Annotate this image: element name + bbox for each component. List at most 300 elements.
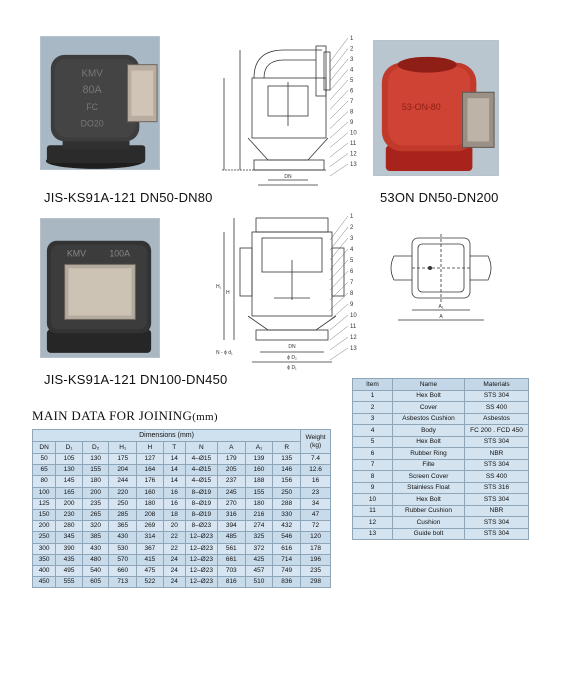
table-cell: 145 — [56, 476, 83, 487]
table-cell: 120 — [301, 532, 331, 543]
table-cell: 146 — [273, 465, 301, 476]
table-cell: SS 400 — [465, 471, 529, 483]
callout-leader-line — [330, 260, 348, 280]
table-row — [353, 528, 529, 540]
table-cell: 298 — [301, 577, 331, 588]
parts-col-header: Item — [353, 379, 393, 391]
table-cell: 9 — [353, 482, 393, 494]
valve-photo-dn100 — [40, 218, 160, 358]
table-cell: 522 — [137, 577, 164, 588]
table-cell: Cover — [393, 402, 465, 414]
dims-col-header: DN — [33, 442, 56, 454]
table-cell: 180 — [245, 498, 273, 509]
table-cell: 12–Ø23 — [185, 565, 217, 576]
table-cell: 179 — [217, 454, 245, 465]
callout-leader-line — [330, 154, 348, 167]
callout-number: 4 — [350, 247, 354, 253]
table-row — [353, 402, 529, 414]
callout-number: 8 — [350, 109, 354, 116]
table-row — [353, 482, 529, 494]
callout-number: 3 — [350, 57, 354, 63]
table-cell: 22 — [163, 532, 185, 543]
dims-col-header: N — [185, 442, 217, 454]
table-cell: 3 — [353, 413, 393, 425]
dims-col-header: R — [273, 442, 301, 454]
table-cell: 836 — [273, 577, 301, 588]
section-drawing-dn100-svg — [212, 204, 364, 374]
table-cell: 200 — [56, 498, 83, 509]
label-dn: DN — [284, 174, 292, 180]
caption-jis-dn50: JIS-KS91A-121 DN50-DN80 — [44, 190, 213, 205]
table-cell: Filte — [393, 459, 465, 471]
table-cell: 816 — [217, 577, 245, 588]
callout-number: 10 — [350, 130, 357, 137]
table-cell: 164 — [137, 465, 164, 476]
table-cell: 188 — [245, 476, 273, 487]
table-cell: 180 — [137, 498, 164, 509]
parts-col-header: Name — [393, 379, 465, 391]
table-cell: 14 — [163, 465, 185, 476]
callout-leader-line — [330, 216, 348, 240]
table-cell: 18 — [163, 509, 185, 520]
emboss-100a: 100A — [109, 248, 130, 259]
table-cell: 432 — [273, 521, 301, 532]
top-view-drawing — [382, 228, 502, 332]
table-cell: 288 — [273, 498, 301, 509]
table-cell: STS 304 — [465, 517, 529, 529]
table-row — [33, 521, 331, 532]
table-cell: 1 — [353, 390, 393, 402]
table-cell: 155 — [245, 487, 273, 498]
table-cell: 6 — [353, 448, 393, 460]
table-cell: 280 — [56, 521, 83, 532]
table-cell: 430 — [109, 532, 137, 543]
table-cell: 20 — [163, 521, 185, 532]
table-cell: 425 — [245, 554, 273, 565]
table-cell: 714 — [273, 554, 301, 565]
table-cell: 105 — [56, 454, 83, 465]
parts-header-row — [353, 379, 529, 391]
table-cell: 8 — [353, 471, 393, 483]
table-row — [353, 517, 529, 529]
table-cell: 34 — [301, 498, 331, 509]
section-drawing-dn100 — [212, 204, 364, 374]
table-cell: 65 — [33, 465, 56, 476]
table-cell: Cushion — [393, 517, 465, 529]
callout-leader-line — [330, 337, 348, 350]
table-cell: 245 — [217, 487, 245, 498]
table-cell: 13 — [353, 528, 393, 540]
main-data-table — [32, 429, 331, 588]
table-cell: 400 — [33, 565, 56, 576]
table-cell: 16 — [301, 476, 331, 487]
table-row — [33, 454, 331, 465]
table-cell: SS 400 — [465, 402, 529, 414]
table-cell: Hex Bolt — [393, 436, 465, 448]
callout-leader-line — [330, 271, 348, 290]
callout-number: 3 — [350, 236, 354, 242]
callout-leader-line — [330, 326, 348, 340]
table-cell: 139 — [245, 454, 273, 465]
table-row — [353, 494, 529, 506]
table-cell: 5 — [353, 436, 393, 448]
callout-leader-line — [330, 282, 348, 300]
table-cell: 208 — [137, 509, 164, 520]
label-d1: ϕ D₁ — [287, 365, 297, 371]
callout-number: 13 — [350, 162, 357, 168]
callout-leader-line — [330, 101, 348, 119]
table-cell: 530 — [109, 543, 137, 554]
table-cell: 10 — [353, 494, 393, 506]
table-cell: 135 — [273, 454, 301, 465]
table-cell: 24 — [163, 577, 185, 588]
table-cell: 320 — [82, 521, 109, 532]
callout-numbers-1 — [330, 36, 357, 176]
table-cell: 435 — [56, 554, 83, 565]
table-cell: 200 — [33, 521, 56, 532]
table-cell: 235 — [301, 565, 331, 576]
table-cell: 314 — [137, 532, 164, 543]
valve-photo-53on — [373, 40, 499, 176]
table-cell: 4–Ø15 — [185, 454, 217, 465]
table-cell: 47 — [301, 509, 331, 520]
table-cell: 385 — [82, 532, 109, 543]
table-cell: 244 — [109, 476, 137, 487]
section-drawing-dn50 — [212, 30, 364, 188]
table-cell: 345 — [56, 532, 83, 543]
table-cell: 12–Ø23 — [185, 543, 217, 554]
table-cell: 510 — [245, 577, 273, 588]
table-row — [33, 465, 331, 476]
main-data-title-unit: (mm) — [192, 411, 218, 423]
table-cell: 24 — [163, 565, 185, 576]
callout-number: 10 — [350, 313, 357, 319]
label-d2: ϕ D₂ — [287, 355, 297, 361]
dims-col-header: T — [163, 442, 185, 454]
table-cell: 316 — [217, 509, 245, 520]
callout-number: 7 — [350, 280, 354, 286]
table-cell: 23 — [301, 487, 331, 498]
section-drawing-dn50-svg — [212, 30, 364, 188]
table-cell: 12 — [353, 517, 393, 529]
callout-number: 1 — [350, 214, 354, 220]
table-row — [353, 448, 529, 460]
valve-photo-dn50 — [40, 36, 160, 170]
table-cell: 325 — [245, 532, 273, 543]
table-cell: 372 — [245, 543, 273, 554]
table-cell: 367 — [137, 543, 164, 554]
table-cell: 8–Ø19 — [185, 498, 217, 509]
table-cell: 155 — [82, 465, 109, 476]
table-cell: NBR — [465, 505, 529, 517]
table-row — [33, 554, 331, 565]
table-cell: 7 — [353, 459, 393, 471]
table-row — [33, 476, 331, 487]
callout-leader-line — [330, 59, 348, 81]
table-cell: 8–Ø19 — [185, 487, 217, 498]
valve-53on-illustration — [374, 41, 498, 175]
table-row — [353, 413, 529, 425]
callout-leader-line — [330, 91, 348, 110]
callout-leader-line — [330, 49, 348, 72]
dims-col-header: H — [137, 442, 164, 454]
dims-col-header: A₁ — [245, 442, 273, 454]
callout-leader-line — [330, 164, 348, 176]
table-cell: 661 — [217, 554, 245, 565]
table-cell: 235 — [82, 498, 109, 509]
callout-leader-line — [330, 304, 348, 320]
table-cell: 150 — [33, 509, 56, 520]
table-cell: 274 — [245, 521, 273, 532]
table-cell: 270 — [217, 498, 245, 509]
table-cell: 546 — [273, 532, 301, 543]
table-cell: 605 — [82, 577, 109, 588]
table-cell: 175 — [109, 454, 137, 465]
callout-leader-line — [330, 112, 348, 129]
table-cell: 749 — [273, 565, 301, 576]
table-row — [353, 436, 529, 448]
table-cell: 12–Ø23 — [185, 554, 217, 565]
table-cell: 16 — [163, 498, 185, 509]
table-cell: 265 — [82, 509, 109, 520]
table-cell: 570 — [109, 554, 137, 565]
callout-leader-line — [330, 227, 348, 250]
callout-leader-line — [330, 238, 348, 260]
table-cell: 7.4 — [301, 454, 331, 465]
table-cell: 285 — [109, 509, 137, 520]
table-cell: STS 304 — [465, 494, 529, 506]
table-cell: 660 — [109, 565, 137, 576]
weight-header: Weight (kg) — [301, 430, 331, 454]
table-cell: 220 — [109, 487, 137, 498]
table-cell: STS 304 — [465, 436, 529, 448]
table-cell: 430 — [82, 543, 109, 554]
table-cell: 216 — [245, 509, 273, 520]
label-dn2: DN — [288, 344, 296, 350]
table-cell: 2 — [353, 402, 393, 414]
callout-number: 13 — [350, 346, 357, 352]
callout-leader-line — [330, 38, 348, 62]
callout-number: 1 — [350, 36, 354, 42]
table-row — [353, 505, 529, 517]
table-row — [353, 425, 529, 437]
dimensions-header: Dimensions (mm) — [33, 430, 301, 442]
caption-53on: 53ON DN50-DN200 — [380, 190, 499, 205]
table-cell: 127 — [137, 454, 164, 465]
table-cell: 703 — [217, 565, 245, 576]
label-a1: A₁ — [438, 304, 444, 310]
table-row — [33, 532, 331, 543]
table-cell: 4 — [353, 425, 393, 437]
table-cell: 561 — [217, 543, 245, 554]
table-cell: 4–Ø15 — [185, 465, 217, 476]
callout-number: 7 — [350, 99, 354, 105]
table-cell: 12–Ø23 — [185, 532, 217, 543]
table-cell: 80 — [33, 476, 56, 487]
dims-col-header: A — [217, 442, 245, 454]
table-cell: 4–Ø15 — [185, 476, 217, 487]
table-cell: 50 — [33, 454, 56, 465]
table-cell: 72 — [301, 521, 331, 532]
table-cell: 250 — [33, 532, 56, 543]
table-cell: 204 — [109, 465, 137, 476]
callout-number: 9 — [350, 302, 354, 308]
callout-leader-line — [330, 70, 348, 91]
callout-leader-line — [330, 80, 348, 100]
table-cell: Hex Bolt — [393, 494, 465, 506]
table-row — [33, 577, 331, 588]
table-cell: 250 — [109, 498, 137, 509]
callout-number: 11 — [350, 141, 357, 147]
table-cell: 475 — [137, 565, 164, 576]
table-cell: 176 — [137, 476, 164, 487]
table-cell: 250 — [273, 487, 301, 498]
table-cell: 125 — [33, 498, 56, 509]
main-data-title-text: MAIN DATA FOR JOINING — [32, 408, 193, 423]
table-cell: STS 304 — [465, 528, 529, 540]
caption-jis-dn100: JIS-KS91A-121 DN100-DN450 — [44, 372, 228, 387]
callout-number: 12 — [350, 335, 357, 341]
valve-dn100-illustration — [41, 219, 159, 357]
table-cell: 540 — [82, 565, 109, 576]
callout-number: 8 — [350, 291, 354, 297]
table-cell: 555 — [56, 577, 83, 588]
parts-col-header: Materials — [465, 379, 529, 391]
table-cell: Hex Bolt — [393, 390, 465, 402]
callout-number: 6 — [350, 269, 354, 275]
table-cell: 160 — [245, 465, 273, 476]
emboss-53on: 53-ON-80 — [401, 101, 441, 112]
table-cell: 12–Ø23 — [185, 577, 217, 588]
callout-number: 5 — [350, 258, 354, 264]
table-cell: Asbestos — [465, 413, 529, 425]
callout-leader-line — [330, 249, 348, 270]
emboss-kmv: KMV — [66, 248, 86, 259]
table-cell: FC 200 . FCD 450 — [465, 425, 529, 437]
label-a: A — [439, 314, 443, 320]
emboss-line-1: KMV — [81, 68, 103, 80]
table-cell: 14 — [163, 476, 185, 487]
callout-number: 5 — [350, 78, 354, 84]
table-cell: STS 304 — [465, 459, 529, 471]
table-cell: 330 — [273, 509, 301, 520]
table-cell: 205 — [217, 465, 245, 476]
emboss-line-3: FC — [86, 101, 99, 112]
table-cell: Rubber Cushion — [393, 505, 465, 517]
dims-column-row — [33, 442, 331, 454]
table-cell: 230 — [56, 509, 83, 520]
table-cell: 495 — [56, 565, 83, 576]
table-row — [353, 459, 529, 471]
table-cell: Guide bolt — [393, 528, 465, 540]
table-row — [353, 471, 529, 483]
table-cell: 300 — [33, 543, 56, 554]
callout-number: 4 — [350, 67, 354, 74]
table-cell: 14 — [163, 454, 185, 465]
table-cell: 616 — [273, 543, 301, 554]
table-cell: 237 — [217, 476, 245, 487]
table-cell: 450 — [33, 577, 56, 588]
table-cell: 24 — [163, 554, 185, 565]
dims-header-row — [33, 430, 331, 442]
table-row — [33, 509, 331, 520]
main-data-title — [32, 408, 218, 424]
table-cell: 11 — [353, 505, 393, 517]
emboss-line-4: DO20 — [80, 118, 104, 129]
table-cell: 178 — [301, 543, 331, 554]
callout-leader-line — [330, 348, 348, 360]
emboss-line-2: 80A — [82, 84, 102, 97]
table-cell: 165 — [56, 487, 83, 498]
label-h1: H₁ — [216, 284, 222, 290]
table-cell: 350 — [33, 554, 56, 565]
table-row — [33, 498, 331, 509]
dims-col-header: D₂ — [82, 442, 109, 454]
table-cell: 130 — [56, 465, 83, 476]
table-cell: 394 — [217, 521, 245, 532]
table-cell: 485 — [217, 532, 245, 543]
label-nd: N - ϕ d₁ — [216, 350, 233, 356]
table-cell: Body — [393, 425, 465, 437]
table-cell: 200 — [82, 487, 109, 498]
callout-number: 6 — [350, 88, 354, 95]
table-cell: 12.6 — [301, 465, 331, 476]
table-cell: Rubber Ring — [393, 448, 465, 460]
dims-col-header: D₁ — [56, 442, 83, 454]
table-cell: 22 — [163, 543, 185, 554]
label-h: H — [226, 290, 230, 296]
table-cell: NBR — [465, 448, 529, 460]
callout-leader-line — [330, 315, 348, 330]
table-cell: 365 — [109, 521, 137, 532]
callout-leader-line — [330, 293, 348, 310]
valve-dn50-illustration — [41, 37, 159, 169]
callout-number: 2 — [350, 225, 354, 231]
callout-number: 9 — [350, 120, 354, 126]
table-cell: 390 — [56, 543, 83, 554]
table-row — [33, 487, 331, 498]
table-row — [353, 390, 529, 402]
top-view-drawing-svg — [382, 228, 502, 332]
table-cell: 156 — [273, 476, 301, 487]
table-row — [33, 543, 331, 554]
table-cell: Asbestos Cushion — [393, 413, 465, 425]
table-cell: 269 — [137, 521, 164, 532]
table-cell: 457 — [245, 565, 273, 576]
table-cell: STS 316 — [465, 482, 529, 494]
table-cell: 8–Ø19 — [185, 509, 217, 520]
table-cell: 100 — [33, 487, 56, 498]
callout-leader-line — [330, 122, 348, 138]
table-cell: 180 — [82, 476, 109, 487]
table-cell: 160 — [137, 487, 164, 498]
callout-number: 2 — [350, 46, 354, 53]
parts-list-table — [352, 378, 529, 540]
table-cell: 415 — [137, 554, 164, 565]
table-cell: STS 304 — [465, 390, 529, 402]
table-cell: 16 — [163, 487, 185, 498]
callout-number: 12 — [350, 151, 357, 158]
table-cell: Stainless Float — [393, 482, 465, 494]
table-cell: 130 — [82, 454, 109, 465]
callout-number: 11 — [350, 324, 357, 330]
table-cell: 8–Ø23 — [185, 521, 217, 532]
table-cell: 713 — [109, 577, 137, 588]
table-cell: 196 — [301, 554, 331, 565]
table-cell: 480 — [82, 554, 109, 565]
dims-col-header: H₁ — [109, 442, 137, 454]
table-cell: Screen Cover — [393, 471, 465, 483]
